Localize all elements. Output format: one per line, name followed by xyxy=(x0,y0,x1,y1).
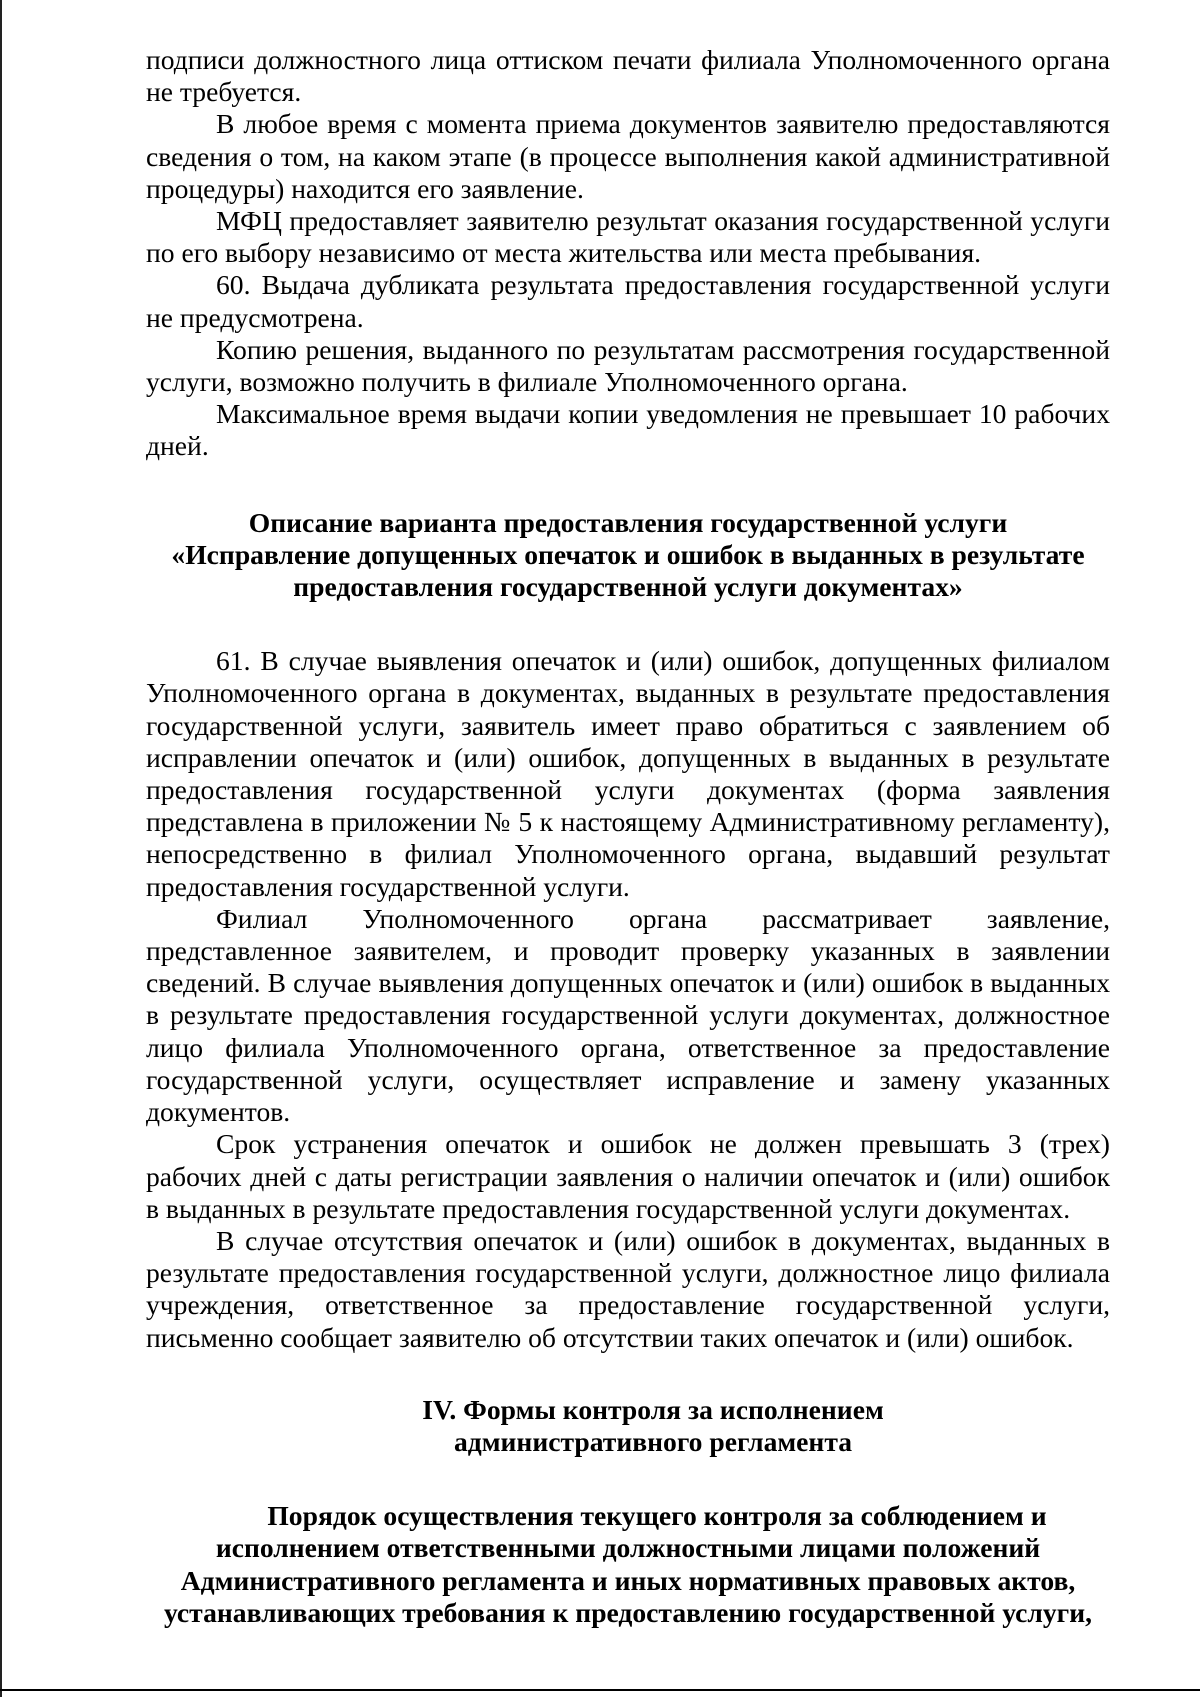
section-iv-heading-line: административного регламента xyxy=(453,1425,853,1457)
paragraph-copy-decision: Копию решения, выданного по результатам рассмотрения государственной услуги, возможно получить в филиале Уполномоченного органа. xyxy=(146,333,1110,398)
scan-left-edge xyxy=(0,0,2,1697)
paragraph-status-info: В любое время с момента приема документов заявителю предоставляются сведения о том, на каком этапе (в процессе выполнения какой административной процедуры) находится его заявление. xyxy=(146,108,1110,204)
control-procedure-heading xyxy=(146,1500,1110,1629)
section-iv-heading-line: IV. Формы контроля за исполнением xyxy=(422,1393,884,1425)
paragraph-max-time: Максимальное время выдачи копии уведомления не превышает 10 рабочих дней. xyxy=(146,398,1110,462)
control-heading-line: исполнением ответственными должностными лицами положений xyxy=(215,1532,1041,1564)
section-iv-heading xyxy=(146,1394,1110,1458)
control-heading-line: устанавливающих требования к предоставлению государственной услуги, xyxy=(163,1596,1092,1628)
variant-heading-line: предоставления государственной услуги документах» xyxy=(293,571,963,603)
scan-bottom-border xyxy=(0,1689,1200,1691)
variant-heading xyxy=(146,507,1110,604)
paragraph-61-errors: 61. В случае выявления опечаток и (или) ошибок, допущенных филиалом Уполномоченного органа в документах, выданных в результате предоставления государственной услуги, заявитель имеет право обратиться с заявлением об исправлении опечаток и (или) ошибок, допущенных в выданных в результате предоставления государственной услуги документах (форма заявления представлена в приложении № 5 к настоящему Административному регламенту), непосредственно в филиал Уполномоченного органа, выдавший результат предоставления государственной услуги. xyxy=(146,645,1110,902)
paragraph-branch-review: Филиал Уполномоченного органа рассматривает заявление, представленное заявителем, и проводит проверку указанных в заявлении сведений. В случае выявления допущенных опечаток и (или) ошибок в выданных в результате предоставления государственной услуги документах, должностное лицо филиала Уполномоченного органа, ответственное за предоставление государственной услуги, осуществляет исправление и замену указанных документов. xyxy=(146,902,1110,1128)
variant-heading-line: «Исправление допущенных опечаток и ошибок в выданных в результате xyxy=(171,538,1085,570)
document-body xyxy=(146,44,1110,1629)
paragraph-no-errors: В случае отсутствия опечаток и (или) ошибок в документах, выданных в результате предоставления государственной услуги, должностное лицо филиала учреждения, ответственное за предоставление государственной услуги, письменно сообщает заявителю об отсутствии таких опечаток и (или) ошибок. xyxy=(146,1224,1110,1353)
paragraph-signature-note: подписи должностного лица оттиском печати филиала Уполномоченного органа не требуется. xyxy=(146,44,1110,108)
paragraph-60-duplicate: 60. Выдача дубликата результата предоставления государственной услуги не предусмотрена. xyxy=(146,269,1110,333)
paragraph-mfc-result: МФЦ предоставляет заявителю результат оказания государственной услуги по его выбору независимо от места жительства или места пребывания. xyxy=(146,205,1110,269)
control-heading-line: Порядок осуществления текущего контроля за соблюдением и xyxy=(267,1500,1047,1532)
variant-heading-line: Описание варианта предоставления государственной услуги xyxy=(248,506,1008,538)
control-heading-line: Административного регламента и иных нормативных правовых актов, xyxy=(180,1564,1076,1596)
paragraph-correction-deadline: Срок устранения опечаток и ошибок не должен превышать 3 (трех) рабочих дней с даты регистрации заявления о наличии опечаток и (или) ошибок в выданных в результате предоставления государственной услуги документах. xyxy=(146,1128,1110,1224)
